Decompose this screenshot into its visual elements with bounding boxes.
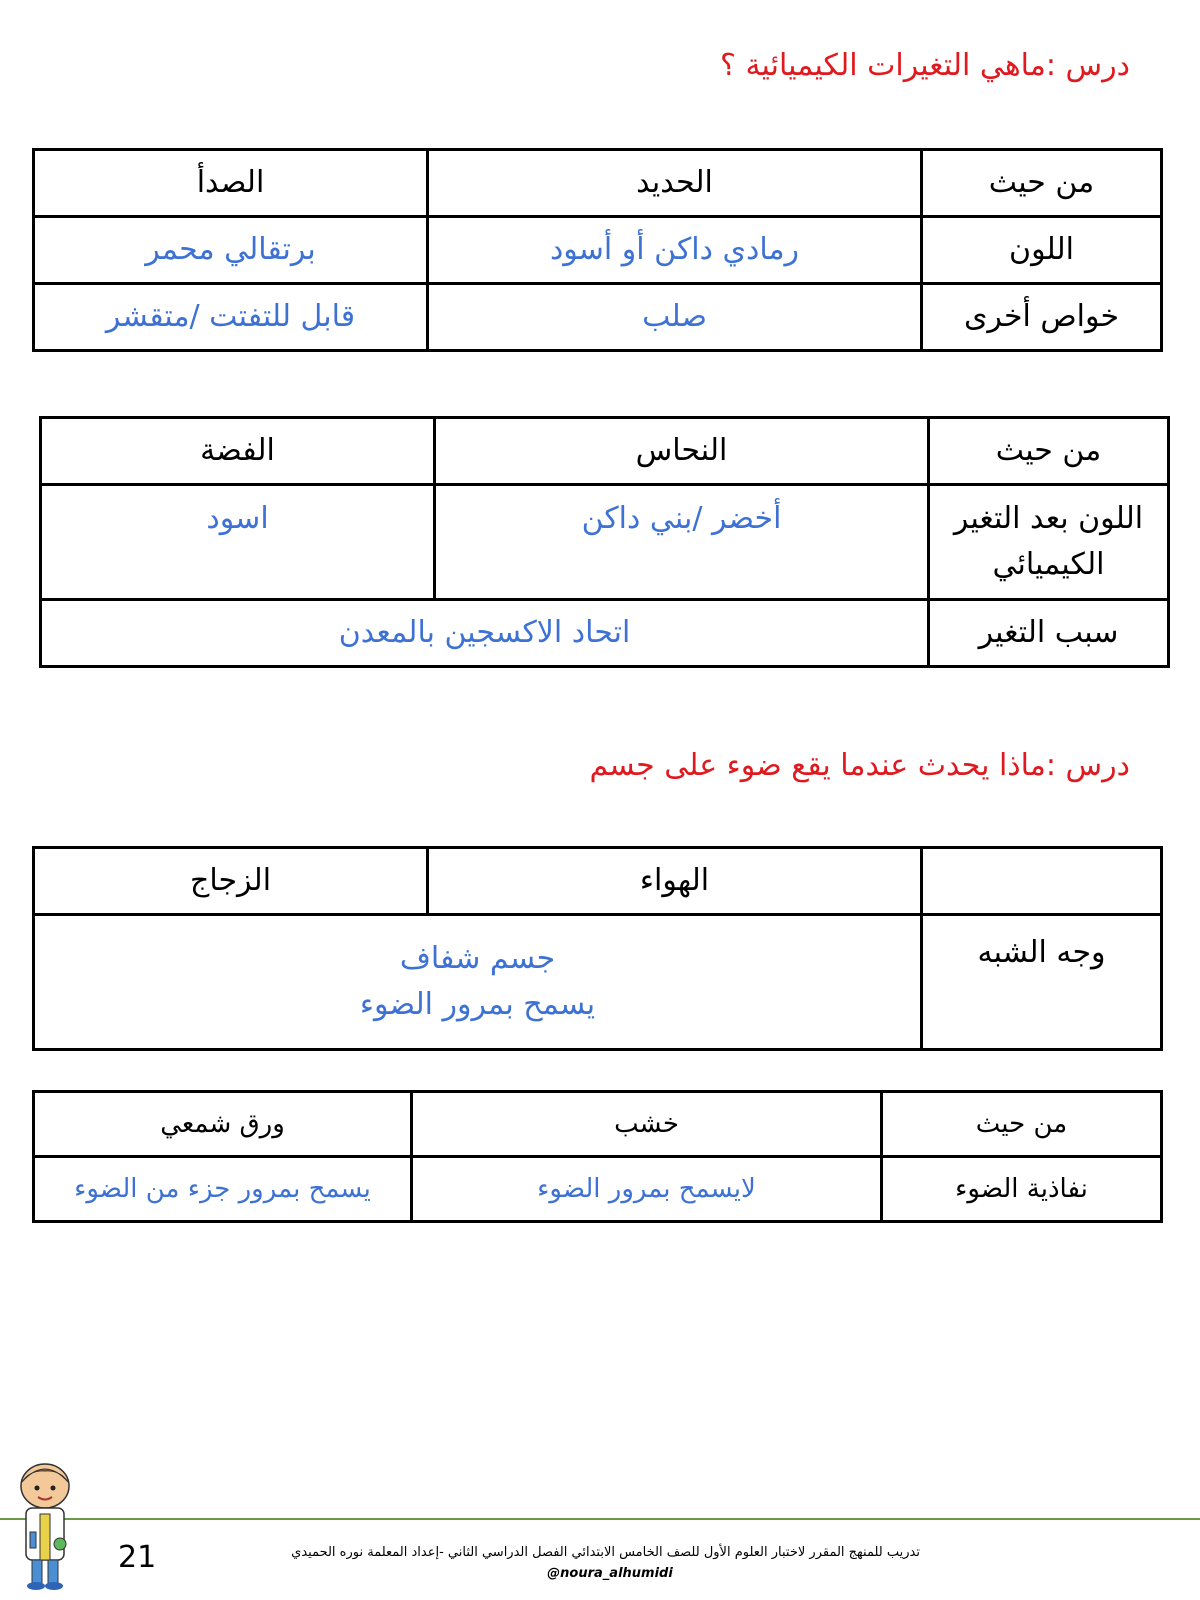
lesson-title	[589, 748, 1130, 783]
table-header-row	[34, 848, 1162, 915]
header-cell: من حيث	[929, 418, 1169, 485]
air-glass-table	[32, 846, 1163, 1051]
lesson-title	[720, 48, 1130, 83]
table-row	[34, 284, 1162, 351]
table-row	[41, 485, 1169, 600]
answer-cell: قابل للتفتت /متقشر	[34, 284, 428, 351]
header-cell: النحاس	[435, 418, 929, 485]
answer-cell: صلب	[428, 284, 922, 351]
lesson-question: ماهي التغيرات الكيميائية ؟	[720, 48, 1046, 83]
answer-line: يسمح بمرور الضوء	[359, 987, 596, 1022]
row-label: سبب التغير	[929, 600, 1169, 667]
table-header-row	[41, 418, 1169, 485]
answer-cell: لايسمح بمرور الضوء	[412, 1157, 882, 1222]
header-cell: من حيث	[922, 150, 1162, 217]
answer-cell	[34, 915, 922, 1050]
row-label: خواص أخرى	[922, 284, 1162, 351]
header-cell	[922, 848, 1162, 915]
answer-cell: رمادي داكن أو أسود	[428, 217, 922, 284]
iron-rust-table	[32, 148, 1163, 352]
row-label: نفاذية الضوء	[882, 1157, 1162, 1222]
answer-cell: اسود	[41, 485, 435, 600]
header-cell: الفضة	[41, 418, 435, 485]
wood-waxpaper-table	[32, 1090, 1163, 1223]
row-label: اللون بعد التغير الكيميائي	[929, 485, 1169, 600]
scientist-kid-icon	[10, 1462, 80, 1592]
answer-cell: برتقالي محمر	[34, 217, 428, 284]
header-cell: الصدأ	[34, 150, 428, 217]
footer-handle: @noura_alhumidi	[547, 1566, 673, 1581]
table-row	[34, 1157, 1162, 1222]
table-row	[34, 915, 1162, 1050]
answer-cell: يسمح بمرور جزء من الضوء	[34, 1157, 412, 1222]
header-cell: الحديد	[428, 150, 922, 217]
header-cell: خشب	[412, 1092, 882, 1157]
answer-cell: أخضر /بني داكن	[435, 485, 929, 600]
copper-silver-table	[39, 416, 1170, 668]
footer-divider	[0, 1518, 1200, 1520]
page-number: 21	[118, 1540, 157, 1575]
header-cell: الزجاج	[34, 848, 428, 915]
table-header-row	[34, 150, 1162, 217]
footer-caption: تدريب للمنهج المقرر لاختبار العلوم الأول للصف الخامس الابتدائي الفصل الدراسي الثاني -إعداد المعلمة نوره الحميدي	[291, 1545, 920, 1560]
row-label: وجه الشبه	[922, 915, 1162, 1050]
table-row	[41, 600, 1169, 667]
lesson-label: درس	[1065, 48, 1130, 83]
header-cell: الهواء	[428, 848, 922, 915]
lesson-separator: :	[1045, 748, 1056, 783]
table-header-row	[34, 1092, 1162, 1157]
row-label: اللون	[922, 217, 1162, 284]
lesson-label: درس	[1065, 748, 1130, 783]
answer-cell: اتحاد الاكسجين بالمعدن	[41, 600, 929, 667]
lesson-separator: :	[1045, 48, 1056, 83]
header-cell: من حيث	[882, 1092, 1162, 1157]
answer-line: جسم شفاف	[399, 940, 556, 976]
table-row	[34, 217, 1162, 284]
header-cell: ورق شمعي	[34, 1092, 412, 1157]
lesson-question: ماذا يحدث عندما يقع ضوء على جسم	[589, 748, 1046, 783]
